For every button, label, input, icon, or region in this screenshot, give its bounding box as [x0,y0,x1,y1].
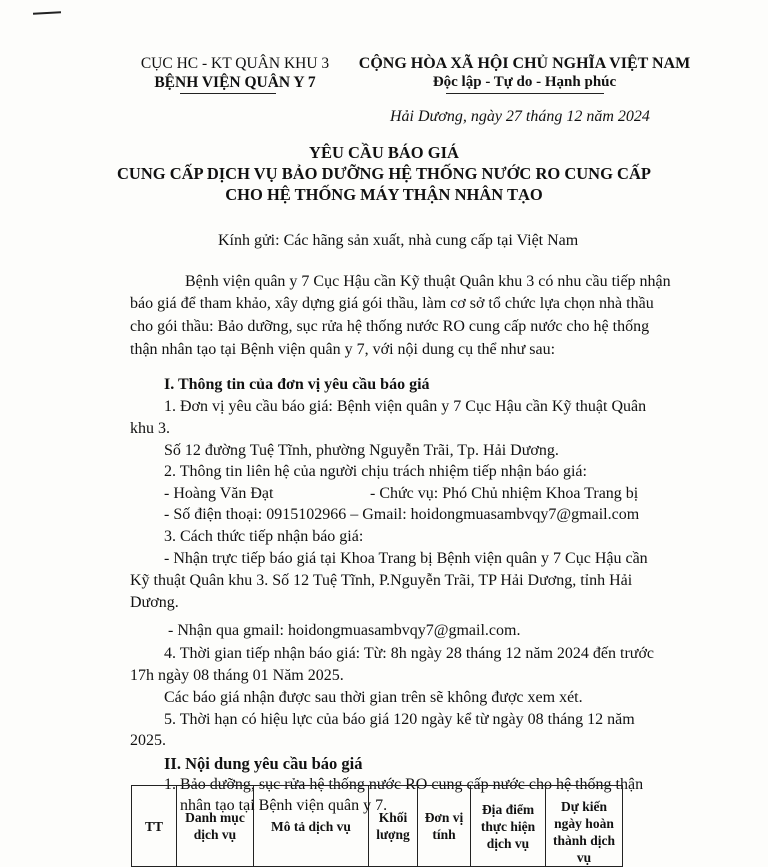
date-line: Hải Dương, ngày 27 tháng 12 năm 2024 [390,108,650,125]
national-header [352,54,697,92]
section-1-heading: I. Thông tin của đơn vị yêu cầu báo giá [164,376,430,393]
country-name: CỘNG HÒA XÃ HỘI CHỦ NGHĨA VIỆT NAM [358,55,691,72]
intro-line: cho gói thầu: Bảo dưỡng, sục rửa hệ thống nước RO cung cấp nước cho hệ thống [130,318,650,335]
col-quantity: Khối lượng [369,786,418,867]
agency-name [130,54,340,92]
col-expected-date: Dự kiến ngày hoàn thành dịch vụ [546,786,623,867]
section-1-line: 1. Đơn vị yêu cầu báo giá: Bệnh viện quân y 7 Cục Hậu cần Kỹ thuật Quân [164,398,647,415]
section-1-line: khu 3. [130,420,170,437]
section-1-line: - Nhận trực tiếp báo giá tại Khoa Trang bị Bệnh viện quân y 7 Cục Hậu cần [164,550,648,567]
section-2-line: nhân tạo tại Bệnh viện quân y 7. [180,797,388,814]
motto-underline [446,93,604,94]
agency-underline [180,93,276,94]
section-1-line: Kỹ thuật Quân khu 3. Số 12 Tuệ Tĩnh, P.Nguyễn Trãi, TP Hải Dương, tỉnh Hải [130,572,633,589]
contact-name: - Hoàng Văn Đạt [164,485,274,502]
section-1-line: 2025. [130,732,166,749]
title-line-1: YÊU CẦU BÁO GIÁ [309,143,459,162]
col-tt: TT [132,786,177,867]
agency-line-1: CỤC HC - KT QUÂN KHU 3 [140,55,330,72]
contact-phone-email: - Số điện thoại: 0915102966 – Gmail: hoidongmuasambvqy7@gmail.com [164,506,640,523]
section-1-line: - Nhận qua gmail: hoidongmuasambvqy7@gmail.com. [168,622,521,639]
section-2-heading: II. Nội dung yêu cầu báo giá [164,754,363,773]
col-service-name: Danh mục dịch vụ [177,786,254,867]
intro-line: thận nhân tạo tại Bệnh viện quân y 7, với nội dung cụ thể như sau: [130,341,556,358]
section-1-line: Số 12 đường Tuệ Tĩnh, phường Nguyễn Trãi, Tp. Hải Dương. [164,442,559,459]
col-description: Mô tả dịch vụ [254,786,369,867]
hospital-name: BỆNH VIỆN QUÂN Y 7 [154,74,316,91]
contact-position: - Chức vụ: Phó Chủ nhiệm Khoa Trang bị [370,485,639,502]
section-1-line: Dương. [130,594,179,611]
section-1-line: 2. Thông tin liên hệ của người chịu trách nhiệm tiếp nhận báo giá: [164,463,587,480]
section-1-line: 17h ngày 08 tháng 01 Năm 2025. [130,667,344,684]
col-location: Địa điểm thực hiện dịch vụ [471,786,546,867]
section-1-line: 4. Thời gian tiếp nhận báo giá: Từ: 8h ngày 28 tháng 12 năm 2024 đến trước [164,645,655,662]
intro-line: báo giá để tham khảo, xây dựng giá gói thầu, làm cơ sở tổ chức lựa chọn nhà thầu [130,295,654,312]
recipient-line: Kính gửi: Các hãng sản xuất, nhà cung cấp tại Việt Nam [218,232,579,249]
section-1-line: 3. Cách thức tiếp nhận báo giá: [164,528,364,545]
document-title [100,142,668,205]
section-1-line: 5. Thời hạn có hiệu lực của báo giá 120 ngày kể từ ngày 08 tháng 12 năm [164,711,635,728]
title-line-2: CUNG CẤP DỊCH VỤ BẢO DƯỠNG HỆ THỐNG NƯỚC RO CUNG CẤP [117,164,651,183]
motto: Độc lập - Tự do - Hạnh phúc [432,74,617,90]
intro-line: Bệnh viện quân y 7 Cục Hậu cần Kỹ thuật Quân khu 3 có nhu cầu tiếp nhận [185,273,671,290]
section-1-line: Các báo giá nhận được sau thời gian trên sẽ không được xem xét. [164,689,583,706]
title-line-3: CHO HỆ THỐNG MÁY THẬN NHÂN TẠO [225,185,543,204]
pen-mark [33,11,61,14]
col-unit: Đơn vị tính [418,786,471,867]
section-2-line: 1. Bảo dưỡng, sục rửa hệ thống nước RO cung cấp nước cho hệ thống thận [164,776,644,793]
